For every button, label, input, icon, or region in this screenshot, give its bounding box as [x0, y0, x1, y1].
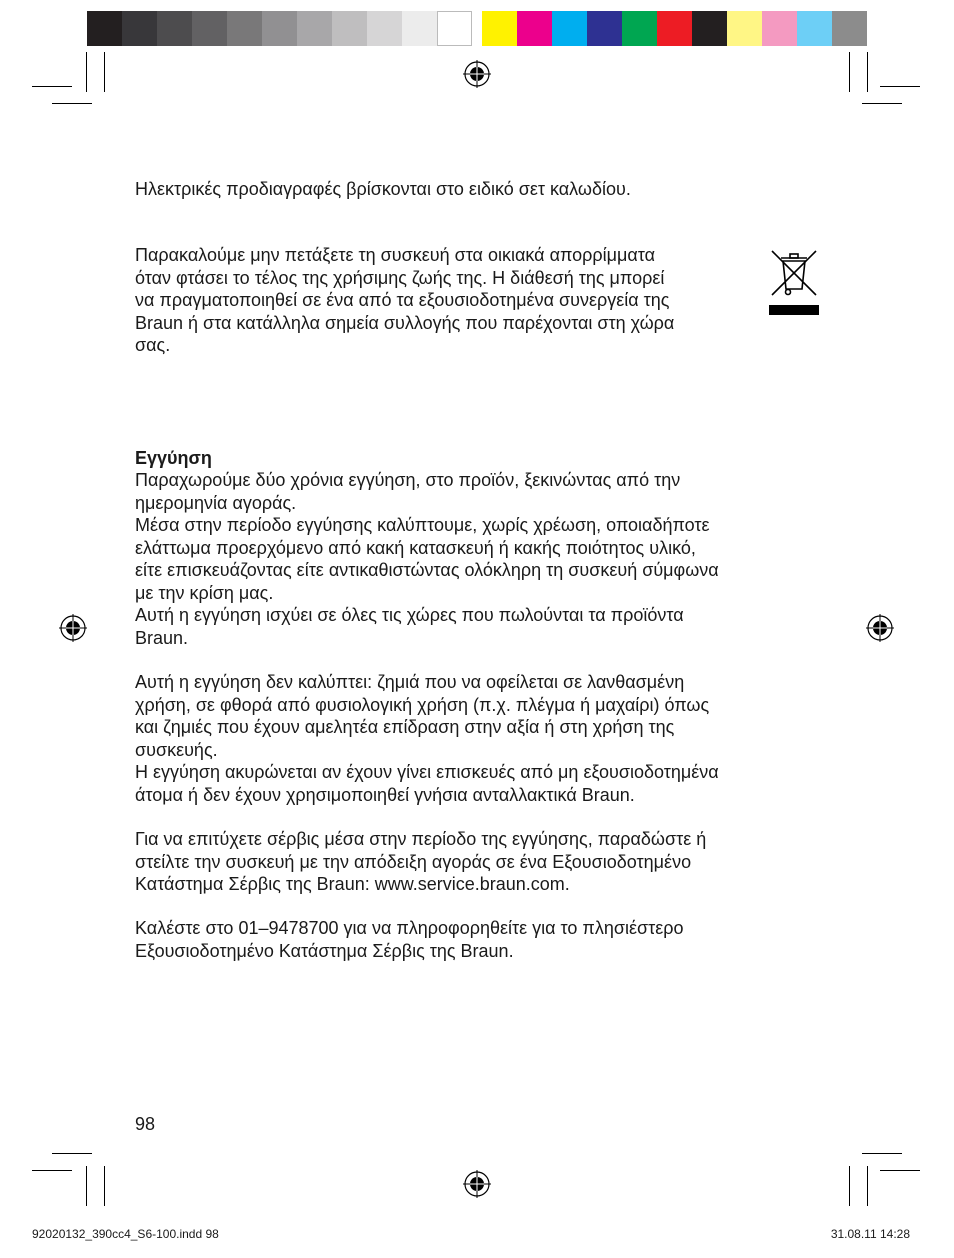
color-swatch [657, 11, 692, 46]
color-swatch [87, 11, 122, 46]
crop-mark-top-left-v2 [104, 52, 105, 92]
disposal-notice [135, 244, 674, 357]
color-swatch [402, 11, 437, 46]
warranty-line: Εξουσιοδοτημένο Κατάστημα Σέρβις της Braun. [135, 940, 514, 961]
color-swatch [797, 11, 832, 46]
color-swatch [482, 11, 517, 46]
warranty-line: Για να επιτύχετε σέρβις μέσα στην περίοδο της εγγύησης, παραδώστε ή [135, 829, 707, 849]
disposal-line: σας. [135, 335, 171, 355]
warranty-line: άτομα ή δεν έχουν χρησιμοποιηθεί γνήσια ανταλλακτικά Braun. [135, 784, 635, 805]
color-swatch [367, 11, 402, 46]
disposal-line: να πραγματοποιηθεί σε ένα από τα εξουσιοδοτημένα συνεργεία της [135, 290, 670, 310]
warranty-line: Κατάστημα Σέρβις της Braun: www.service.braun.com. [135, 874, 570, 894]
grey-calibration-bar [87, 11, 472, 46]
crop-mark-top-left-h [32, 86, 72, 87]
disposal-line: Braun ή στα κατάλληλα σημεία συλλογής που παρέχονται στη χώρα [135, 312, 675, 333]
disposal-line: Παρακαλούμε μην πετάξετε τη συσκευή στα οικιακά απορρίμματα [135, 245, 656, 265]
crop-mark-top-left-v [86, 52, 87, 92]
warranty-line: Αυτή η εγγύηση ισχύει σε όλες τις χώρες που πωλούνται τα προϊόντα [135, 605, 684, 625]
color-swatch [692, 11, 727, 46]
color-swatch [587, 11, 622, 46]
page-number: 98 [135, 1114, 156, 1134]
color-calibration-bar [482, 11, 867, 46]
color-swatch [122, 11, 157, 46]
warranty-line: Μέσα στην περίοδο εγγύησης καλύπτουμε, χωρίς χρέωση, οποιαδήποτε [135, 515, 710, 535]
warranty-line: Παραχωρούμε δύο χρόνια εγγύηση, στο προϊόν, ξεκινώντας από την [135, 470, 681, 490]
crop-mark-bottom-right-v [867, 1166, 868, 1206]
color-swatch [727, 11, 762, 46]
crop-mark-top-right-v2 [849, 52, 850, 92]
footer-datetime: 31.08.11 14:28 [830, 1227, 910, 1241]
crop-mark-bottom-right-h [880, 1170, 920, 1171]
crop-mark-bottom-left-v2 [104, 1166, 105, 1206]
crop-mark-top-right-v [867, 52, 868, 92]
crop-mark-top-right-h [880, 86, 920, 87]
warranty-line: συσκευής. [135, 739, 218, 760]
color-swatch [832, 11, 867, 46]
registration-mark-icon [866, 614, 894, 642]
color-swatch [517, 11, 552, 46]
color-swatch [437, 11, 472, 46]
warranty-line: Braun. [135, 627, 189, 648]
registration-mark-icon [463, 60, 491, 88]
warranty-line: χρήση, σε φθορά από φυσιολογική χρήση (π.χ. πλέγμα ή μαχαίρι) όπως [135, 694, 710, 715]
warranty-line: και ζημιές που έχουν αμελητέα επίδραση στην αξία ή στη χρήση της [135, 717, 675, 737]
crop-mark-bottom-left-h [32, 1170, 72, 1171]
crop-mark-bottom-left-h2 [52, 1153, 92, 1154]
warranty-service-info [135, 828, 706, 896]
color-swatch [227, 11, 262, 46]
color-swatch [332, 11, 367, 46]
crop-mark-top-left-h2 [52, 103, 92, 104]
color-swatch [552, 11, 587, 46]
registration-mark-icon [463, 1170, 491, 1198]
warranty-line: με την κρίση μας. [135, 582, 274, 603]
color-swatch [297, 11, 332, 46]
crossed-out-wheelie-bin-icon [768, 245, 820, 317]
warranty-contact-info [135, 917, 683, 962]
warranty-line: Καλέστε στο 01–9478700 για να πληροφορηθείτε για το πλησιέστερο [135, 918, 684, 938]
color-swatch [762, 11, 797, 46]
warranty-line: στείλτε την συσκευή με την απόδειξη αγοράς σε ένα Εξουσιοδοτημένο [135, 851, 692, 872]
warranty-line: ημερομηνία αγοράς. [135, 492, 297, 513]
warranty-line: Αυτή η εγγύηση δεν καλύπτει: ζημιά που να οφείλεται σε λανθασμένη [135, 672, 685, 692]
registration-mark-icon [59, 614, 87, 642]
color-swatch [262, 11, 297, 46]
color-swatch [622, 11, 657, 46]
color-swatch [192, 11, 227, 46]
warranty-exclusions [135, 671, 719, 806]
electrical-specs-note: Ηλεκτρικές προδιαγραφές βρίσκονται στο ειδικό σετ καλωδίου. [135, 179, 631, 199]
crop-mark-bottom-left-v [86, 1166, 87, 1206]
disposal-line: όταν φτάσει το τέλος της χρήσιμης ζωής της. Η διάθεσή της μπορεί [135, 267, 665, 288]
crop-mark-bottom-right-h2 [862, 1153, 902, 1154]
warranty-line: ελάττωμα προερχόμενο από κακή κατασκευή ή κακής ποιότητος υλικό, [135, 537, 696, 558]
warranty-line: Η εγγύηση ακυρώνεται αν έχουν γίνει επισκευές από μη εξουσιοδοτημένα [135, 762, 719, 782]
color-swatch [157, 11, 192, 46]
crop-mark-bottom-right-v2 [849, 1166, 850, 1206]
footer-file-info: 92020132_390cc4_S6-100.indd 98 [32, 1227, 219, 1241]
warranty-heading: Εγγύηση [135, 448, 212, 468]
crop-mark-top-right-h2 [862, 103, 902, 104]
warranty-line: είτε επισκευάζοντας είτε αντικαθιστώντας ολόκληρη τη συσκευή σύμφωνα [135, 560, 719, 580]
warranty-terms [135, 469, 719, 649]
